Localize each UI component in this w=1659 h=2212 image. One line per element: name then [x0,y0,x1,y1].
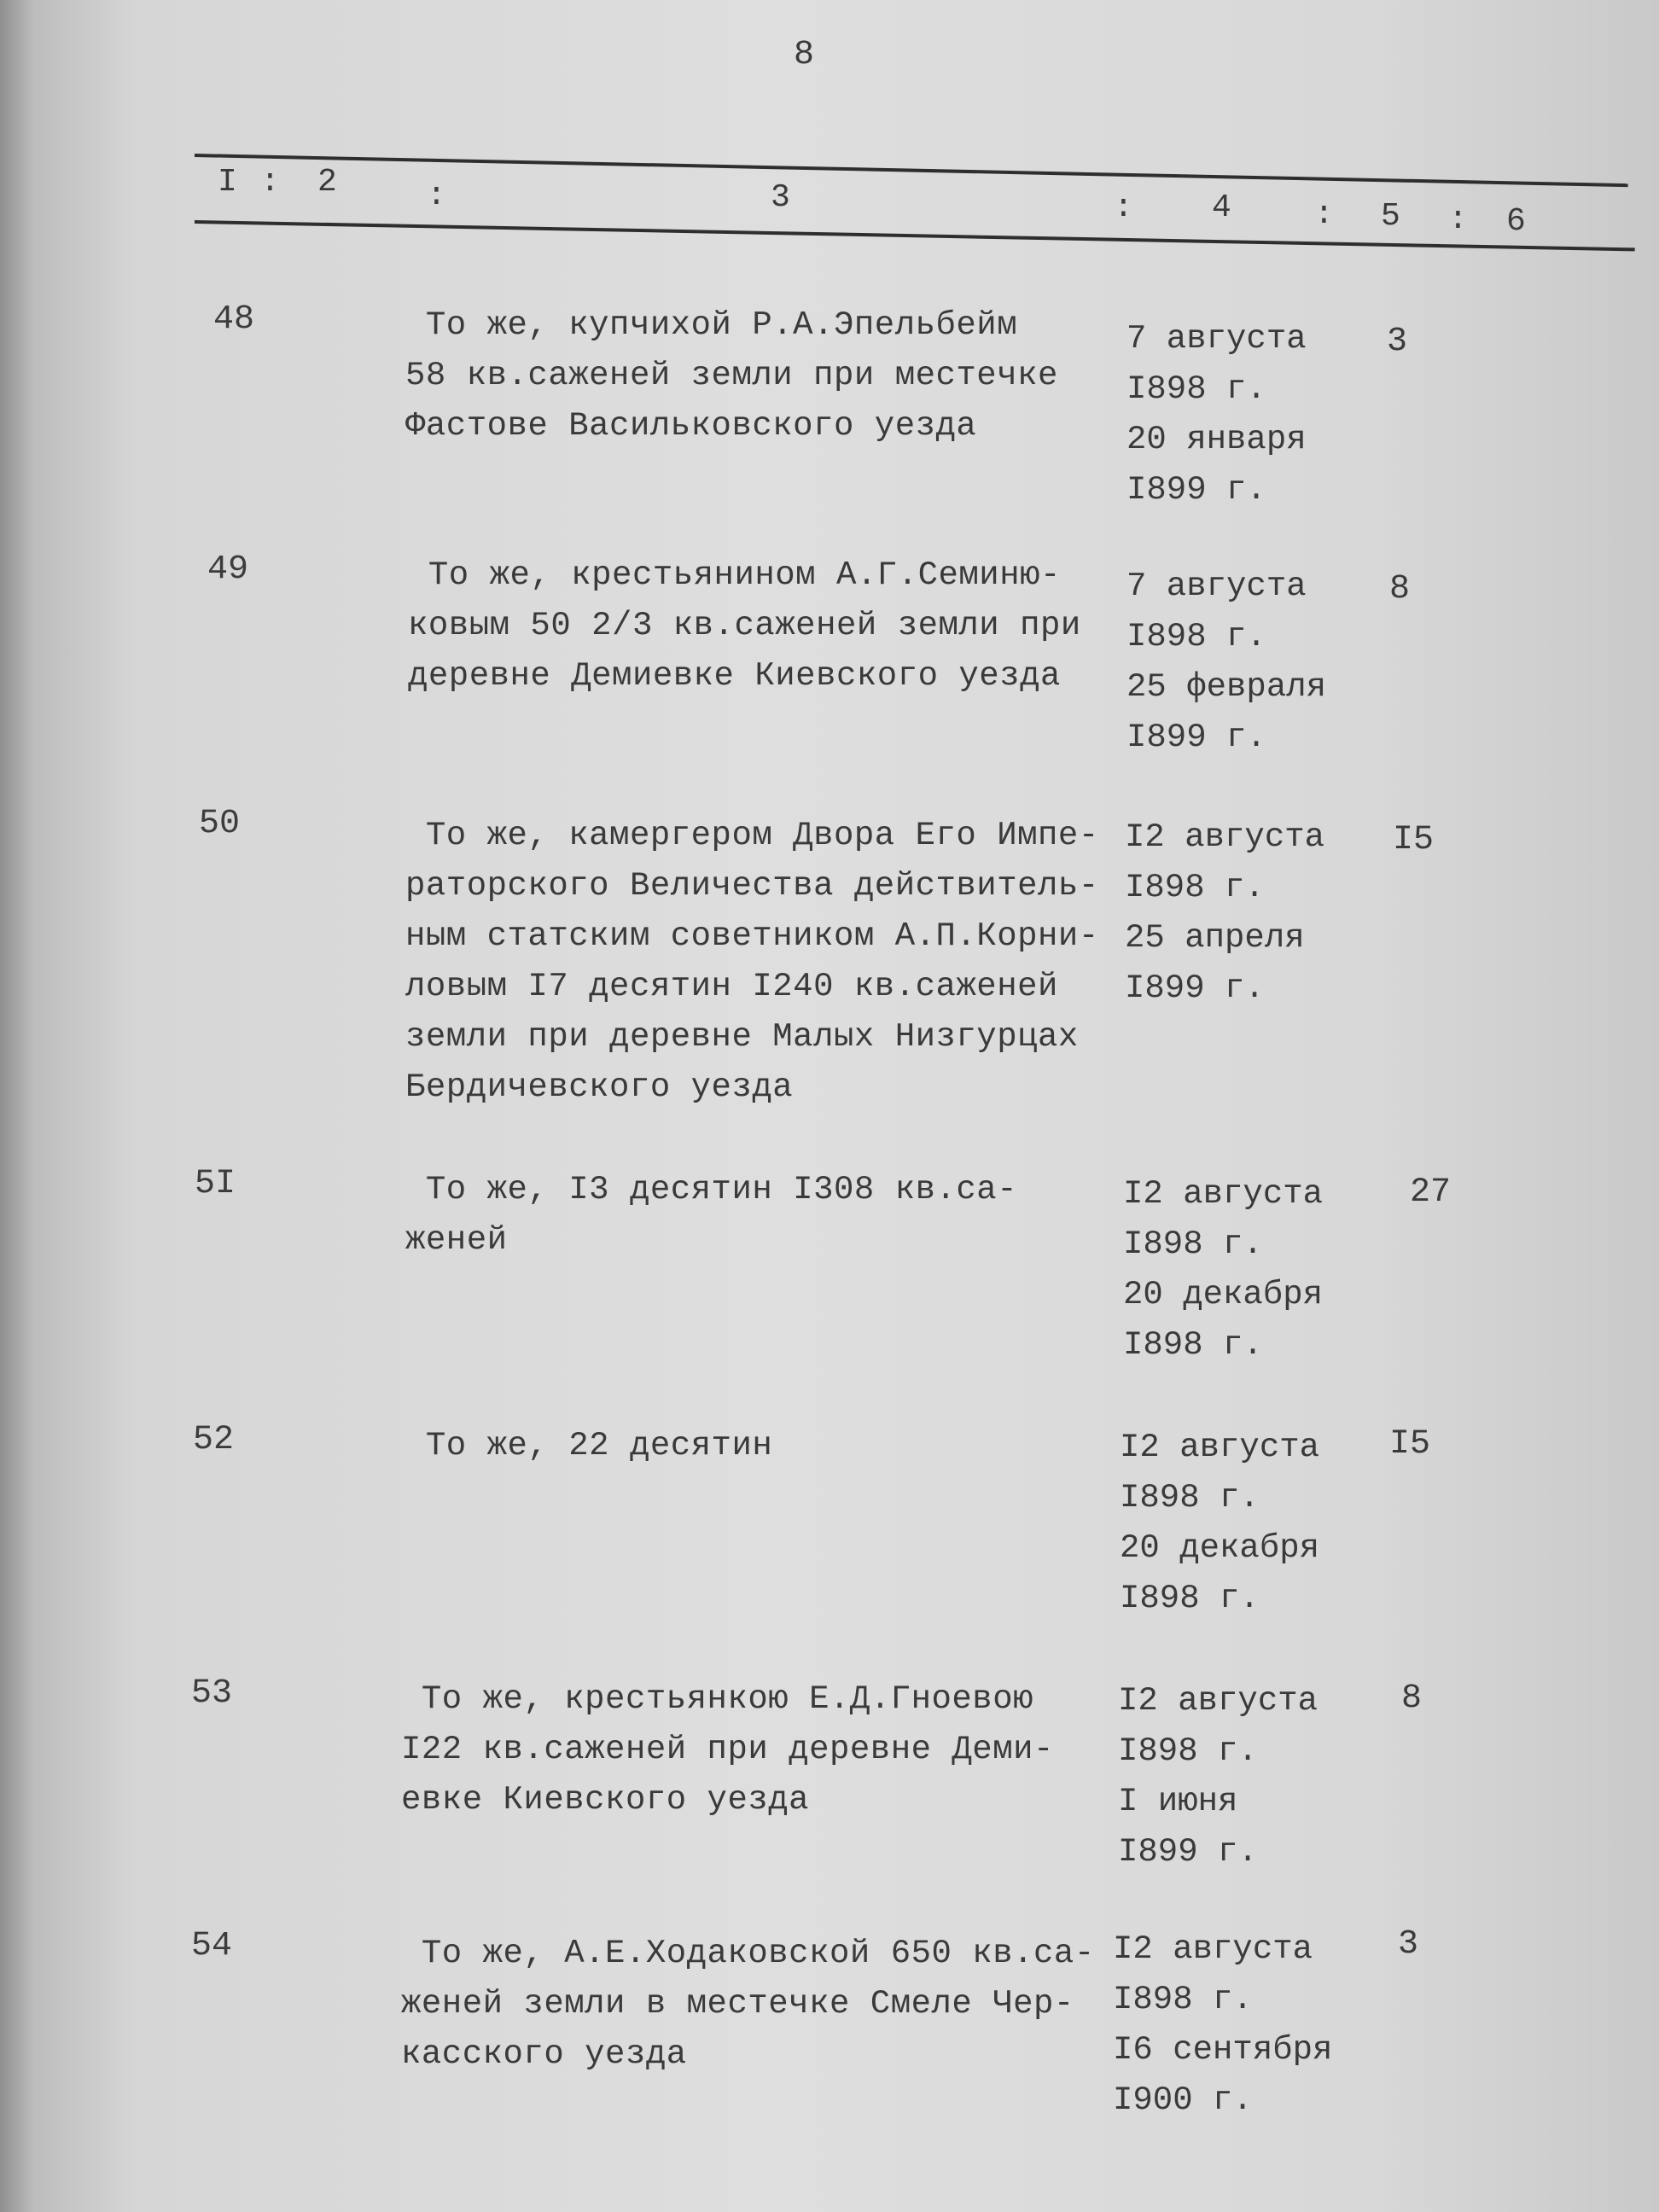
header-col-6: 6 [1506,203,1526,240]
header-rule-bottom [195,220,1635,251]
entry-count: 8 [1389,570,1411,608]
entry-description: То же, крестьянкою Е.Д.Гноевою I22 кв.саженей при деревне Деми- евке Киевского уезда [401,1680,1054,1819]
header-sep: : [1114,189,1133,226]
header-rule-top [195,154,1628,187]
header-col-5: 5 [1381,198,1400,235]
entry-description: То же, 22 десятин [405,1427,773,1464]
entry-number: 48 [213,300,255,339]
entry-description: То же, А.Е.Ходаковской 650 кв.са- женей земли в местечке Смеле Чер- касского уезда [401,1935,1095,2073]
entry-dates: I2 августа I898 г. I июня I899 г. [1118,1682,1318,1871]
entry-description: То же, купчихой Р.А.Эпельбейм 58 кв.саженей земли при местечке Фастове Васильковского уезда [405,306,1058,445]
entry-count: 3 [1398,1925,1419,1964]
header-sep: : [427,178,446,214]
header-sep: : [1314,196,1334,233]
entry-dates: 7 августа I898 г. 20 января I899 г. [1126,320,1307,509]
header-col-2: 2 [317,164,337,201]
entry-count: 3 [1387,323,1408,361]
entry-description: То же, I3 десятин I308 кв.са- женей [405,1171,1018,1259]
page-number: 8 [794,36,815,74]
entry-count: 27 [1410,1173,1452,1212]
header-col-3: 3 [771,179,790,216]
entry-number: 52 [193,1421,235,1459]
entry-dates: I2 августа I898 г. 20 декабря I898 г. [1120,1429,1320,1617]
entry-description: То же, камергером Двора Его Импе- раторского Величества действитель- ным статским советником А.П.Корни- ловым I7 десятин I240 кв.саженей земли при деревне Малых Низгурцах Бердичевского уезда [405,817,1099,1106]
entry-dates: 7 августа I898 г. 25 февраля I899 г. [1126,568,1327,756]
entry-dates: I2 августа I898 г. 20 декабря I898 г. [1123,1175,1324,1364]
entry-number: 5I [195,1165,236,1203]
header-sep: : [260,164,280,201]
header-col-4: 4 [1212,189,1231,226]
entry-count: I5 [1389,1425,1431,1464]
entry-number: 50 [199,805,241,843]
entry-count: I5 [1393,821,1435,859]
header-sep: : [1448,201,1468,238]
header-col-1: I [218,164,237,201]
entry-number: 54 [191,1927,233,1965]
entry-count: 8 [1401,1679,1423,1718]
entry-number: 53 [191,1674,233,1713]
entry-number: 49 [207,550,249,589]
entry-description: То же, крестьянином А.Г.Семиню- ковым 50 2/3 кв.саженей земли при деревне Демиевке Киевского уезда [408,556,1081,695]
entry-dates: I2 августа I898 г. 25 апреля I899 г. [1125,818,1325,1007]
entry-dates: I2 августа I898 г. I6 сентября I900 г. [1113,1930,1333,2119]
